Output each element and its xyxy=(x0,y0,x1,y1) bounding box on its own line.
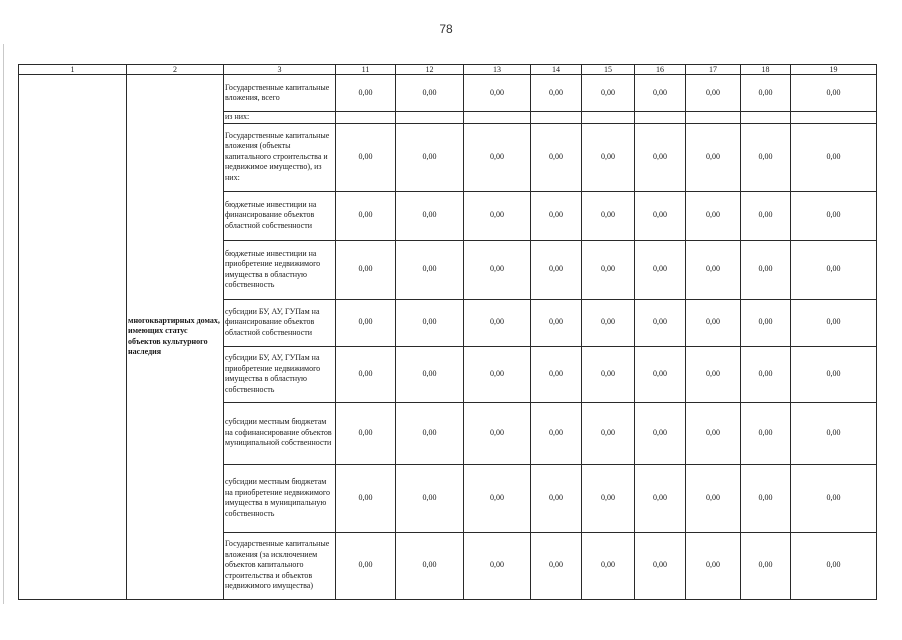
value-cell: 0,00 xyxy=(741,240,791,299)
value-cell: 0,00 xyxy=(635,346,686,402)
column-header: 15 xyxy=(582,65,635,75)
value-cell xyxy=(686,112,741,124)
value-cell: 0,00 xyxy=(635,532,686,599)
value-cell: 0,00 xyxy=(396,402,464,464)
value-cell: 0,00 xyxy=(582,123,635,191)
value-cell: 0,00 xyxy=(531,191,582,240)
column-header: 13 xyxy=(464,65,531,75)
value-cell xyxy=(336,112,396,124)
column-header: 2 xyxy=(127,65,224,75)
value-cell: 0,00 xyxy=(582,346,635,402)
value-cell: 0,00 xyxy=(582,402,635,464)
column-header: 3 xyxy=(224,65,336,75)
row-label: субсидии БУ, АУ, ГУПам на финансирование объектов областной собственности xyxy=(224,299,336,346)
value-cell: 0,00 xyxy=(396,532,464,599)
row-label: Государственные капитальные вложения (объекты капитального строительства и недвижимое имущество), из них: xyxy=(224,123,336,191)
value-cell: 0,00 xyxy=(336,464,396,532)
value-cell: 0,00 xyxy=(531,75,582,112)
value-cell: 0,00 xyxy=(741,299,791,346)
value-cell: 0,00 xyxy=(635,75,686,112)
value-cell: 0,00 xyxy=(396,299,464,346)
value-cell: 0,00 xyxy=(531,346,582,402)
value-cell: 0,00 xyxy=(531,240,582,299)
column-header: 17 xyxy=(686,65,741,75)
value-cell: 0,00 xyxy=(686,299,741,346)
value-cell: 0,00 xyxy=(582,299,635,346)
value-cell: 0,00 xyxy=(531,123,582,191)
value-cell: 0,00 xyxy=(336,191,396,240)
value-cell: 0,00 xyxy=(741,346,791,402)
category-cell: многоквартирных домах, имеющих статус объектов культурного наследия xyxy=(127,75,224,600)
value-cell: 0,00 xyxy=(686,191,741,240)
value-cell: 0,00 xyxy=(686,464,741,532)
column-1-cell xyxy=(19,75,127,600)
value-cell: 0,00 xyxy=(686,346,741,402)
value-cell: 0,00 xyxy=(582,532,635,599)
value-cell: 0,00 xyxy=(396,75,464,112)
value-cell xyxy=(741,112,791,124)
value-cell: 0,00 xyxy=(531,532,582,599)
value-cell: 0,00 xyxy=(686,240,741,299)
value-cell: 0,00 xyxy=(531,299,582,346)
column-header: 18 xyxy=(741,65,791,75)
value-cell: 0,00 xyxy=(741,464,791,532)
row-label: бюджетные инвестиции на финансирование объектов областной собственности xyxy=(224,191,336,240)
value-cell: 0,00 xyxy=(686,75,741,112)
value-cell: 0,00 xyxy=(396,191,464,240)
value-cell: 0,00 xyxy=(464,123,531,191)
value-cell: 0,00 xyxy=(791,346,877,402)
value-cell: 0,00 xyxy=(791,532,877,599)
value-cell xyxy=(464,112,531,124)
column-header: 1 xyxy=(19,65,127,75)
value-cell: 0,00 xyxy=(635,191,686,240)
value-cell: 0,00 xyxy=(635,464,686,532)
value-cell xyxy=(635,112,686,124)
scan-edge-line xyxy=(3,44,4,604)
column-header: 11 xyxy=(336,65,396,75)
value-cell: 0,00 xyxy=(582,240,635,299)
value-cell: 0,00 xyxy=(336,532,396,599)
value-cell: 0,00 xyxy=(686,532,741,599)
value-cell: 0,00 xyxy=(791,75,877,112)
value-cell: 0,00 xyxy=(396,346,464,402)
value-cell xyxy=(791,112,877,124)
value-cell: 0,00 xyxy=(336,346,396,402)
value-cell: 0,00 xyxy=(396,123,464,191)
value-cell: 0,00 xyxy=(635,123,686,191)
budget-table xyxy=(18,64,877,600)
value-cell: 0,00 xyxy=(464,402,531,464)
value-cell: 0,00 xyxy=(336,402,396,464)
value-cell: 0,00 xyxy=(741,402,791,464)
value-cell: 0,00 xyxy=(582,191,635,240)
value-cell: 0,00 xyxy=(464,240,531,299)
value-cell xyxy=(396,112,464,124)
value-cell: 0,00 xyxy=(336,299,396,346)
value-cell: 0,00 xyxy=(582,464,635,532)
value-cell: 0,00 xyxy=(741,532,791,599)
value-cell: 0,00 xyxy=(464,532,531,599)
row-label: Государственные капитальные вложения, всего xyxy=(224,75,336,112)
value-cell: 0,00 xyxy=(336,75,396,112)
page-number: 78 xyxy=(439,22,453,36)
value-cell: 0,00 xyxy=(582,75,635,112)
value-cell: 0,00 xyxy=(686,402,741,464)
value-cell xyxy=(582,112,635,124)
column-header: 14 xyxy=(531,65,582,75)
value-cell: 0,00 xyxy=(396,464,464,532)
value-cell: 0,00 xyxy=(635,299,686,346)
value-cell: 0,00 xyxy=(531,464,582,532)
value-cell: 0,00 xyxy=(791,464,877,532)
row-label: субсидии местным бюджетам на софинансирование объектов муниципальной собственности xyxy=(224,402,336,464)
value-cell: 0,00 xyxy=(464,75,531,112)
value-cell: 0,00 xyxy=(396,240,464,299)
value-cell: 0,00 xyxy=(791,240,877,299)
value-cell: 0,00 xyxy=(741,75,791,112)
value-cell: 0,00 xyxy=(791,299,877,346)
value-cell: 0,00 xyxy=(464,191,531,240)
value-cell: 0,00 xyxy=(741,123,791,191)
row-label: субсидии БУ, АУ, ГУПам на приобретение недвижимого имущества в областную собственность xyxy=(224,346,336,402)
value-cell: 0,00 xyxy=(464,299,531,346)
row-label: Государственные капитальные вложения (за исключением объектов капитального строительства и объектов недвижимого имущества) xyxy=(224,532,336,599)
value-cell: 0,00 xyxy=(635,240,686,299)
value-cell: 0,00 xyxy=(791,402,877,464)
table-row xyxy=(19,75,877,112)
value-cell xyxy=(531,112,582,124)
column-header: 12 xyxy=(396,65,464,75)
row-label: из них: xyxy=(224,112,336,124)
value-cell: 0,00 xyxy=(791,123,877,191)
value-cell: 0,00 xyxy=(686,123,741,191)
header-row xyxy=(19,65,877,75)
value-cell: 0,00 xyxy=(336,240,396,299)
value-cell: 0,00 xyxy=(464,464,531,532)
row-label: бюджетные инвестиции на приобретение недвижимого имущества в областную собственность xyxy=(224,240,336,299)
value-cell: 0,00 xyxy=(336,123,396,191)
row-label: субсидии местным бюджетам на приобретение недвижимого имущества в муниципальную собственность xyxy=(224,464,336,532)
column-header: 16 xyxy=(635,65,686,75)
value-cell: 0,00 xyxy=(531,402,582,464)
value-cell: 0,00 xyxy=(464,346,531,402)
value-cell: 0,00 xyxy=(741,191,791,240)
value-cell: 0,00 xyxy=(791,191,877,240)
value-cell: 0,00 xyxy=(635,402,686,464)
column-header: 19 xyxy=(791,65,877,75)
